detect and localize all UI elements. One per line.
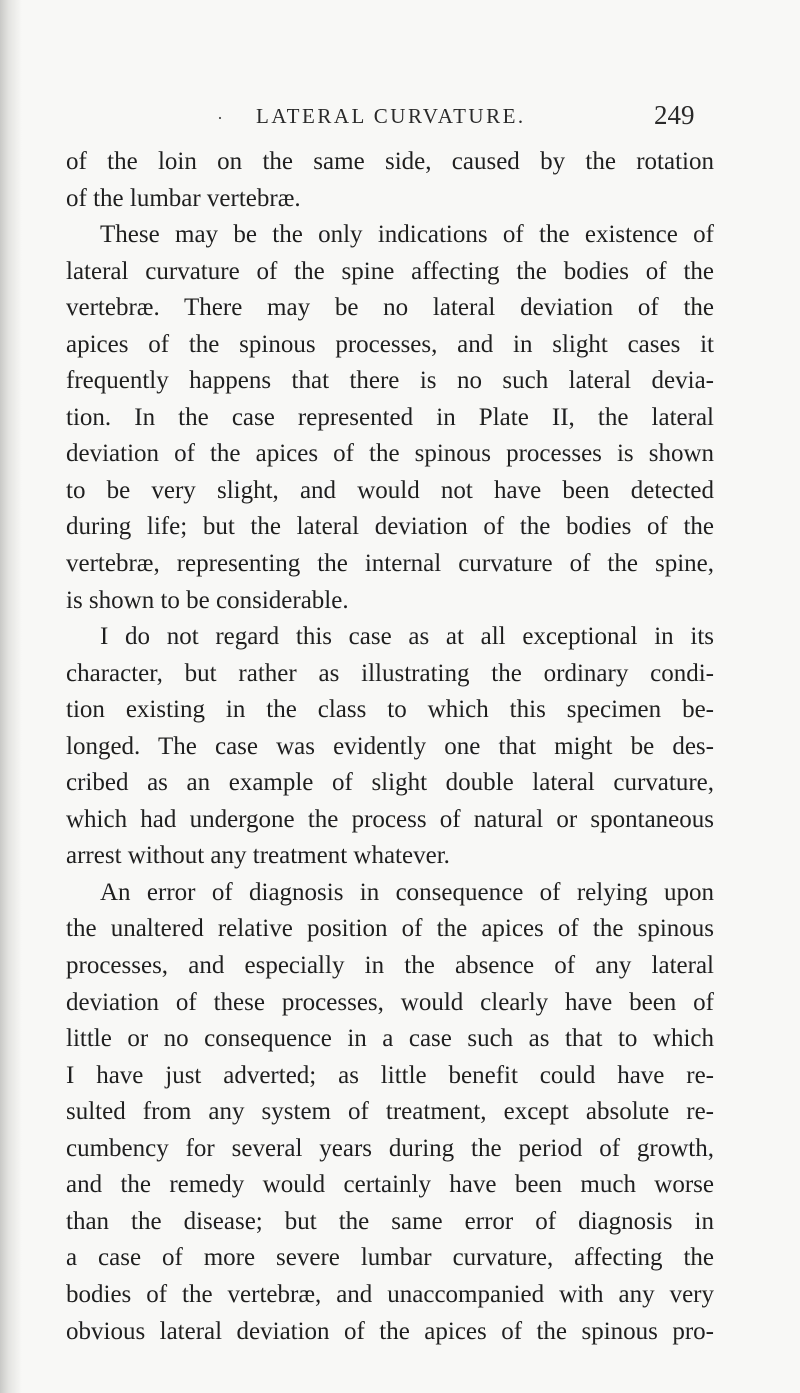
text-line: to be very slight, and would not have been detected [66,476,714,504]
text-line: of the loin on the same side, caused by the rotation [66,148,714,175]
body-text [66,144,714,1350]
text-line: bodies of the vertebræ, and unaccompanied with any very [66,1280,714,1308]
text-line: processes, and especially in the absence of any lateral [66,952,714,980]
text-line: and the remedy would certainly have been much worse [66,1171,714,1199]
text-line: during life; but the lateral deviation of the bodies of the [66,513,714,541]
text-line: lateral curvature of the spine affecting the bodies of the [66,257,714,285]
text-line: of the lumbar vertebræ. [66,184,301,212]
text-line: vertebræ. There may be no lateral deviation of the [66,294,714,322]
text-line: which had undergone the process of natural or spontaneous [66,805,714,833]
running-head-title: LATERAL CURVATURE. [256,104,526,128]
text-line: cribed as an example of slight double lateral curvature, [66,769,714,797]
text-line: These may be the only indications of the existence of [100,221,714,249]
text-line: deviation of the apices of the spinous processes is shown [66,440,714,468]
text-line: character, but rather as illustrating the ordinary condi- [66,659,714,687]
running-head [64,100,704,140]
text-line: I do not regard this case as at all exceptional in its [100,623,714,651]
running-head-ornament: · [217,108,223,128]
text-line: tion existing in the class to which this specimen be- [66,696,714,724]
page-number: 249 [654,100,695,130]
text-line: cumbency for several years during the period of growth, [66,1134,714,1162]
text-line: deviation of these processes, would clearly have been of [66,988,714,1016]
text-line: frequently happens that there is no such lateral devia- [66,367,714,395]
binding-gutter-shadow [0,0,22,1393]
text-line: I have just adverted; as little benefit could have re- [66,1061,714,1089]
text-line: tion. In the case represented in Plate II, the lateral [66,403,714,431]
text-line: is shown to be considerable. [66,586,349,614]
text-line: vertebræ, representing the internal curvature of the spine, [66,550,714,578]
text-line: than the disease; but the same error of diagnosis in [66,1207,714,1235]
text-line: little or no consequence in a case such as that to which [66,1025,714,1053]
text-line: a case of more severe lumbar curvature, affecting the [66,1244,714,1272]
text-line: arrest without any treatment whatever. [66,842,450,870]
text-line: longed. The case was evidently one that might be des- [66,732,714,760]
text-line: apices of the spinous processes, and in slight cases it [66,330,714,358]
text-line: An error of diagnosis in consequence of relying upon [100,878,714,906]
text-line: obvious lateral deviation of the apices of the spinous pro- [66,1317,714,1345]
text-line: the unaltered relative position of the apices of the spinous [66,915,714,943]
text-line: sulted from any system of treatment, except absolute re- [66,1098,714,1126]
